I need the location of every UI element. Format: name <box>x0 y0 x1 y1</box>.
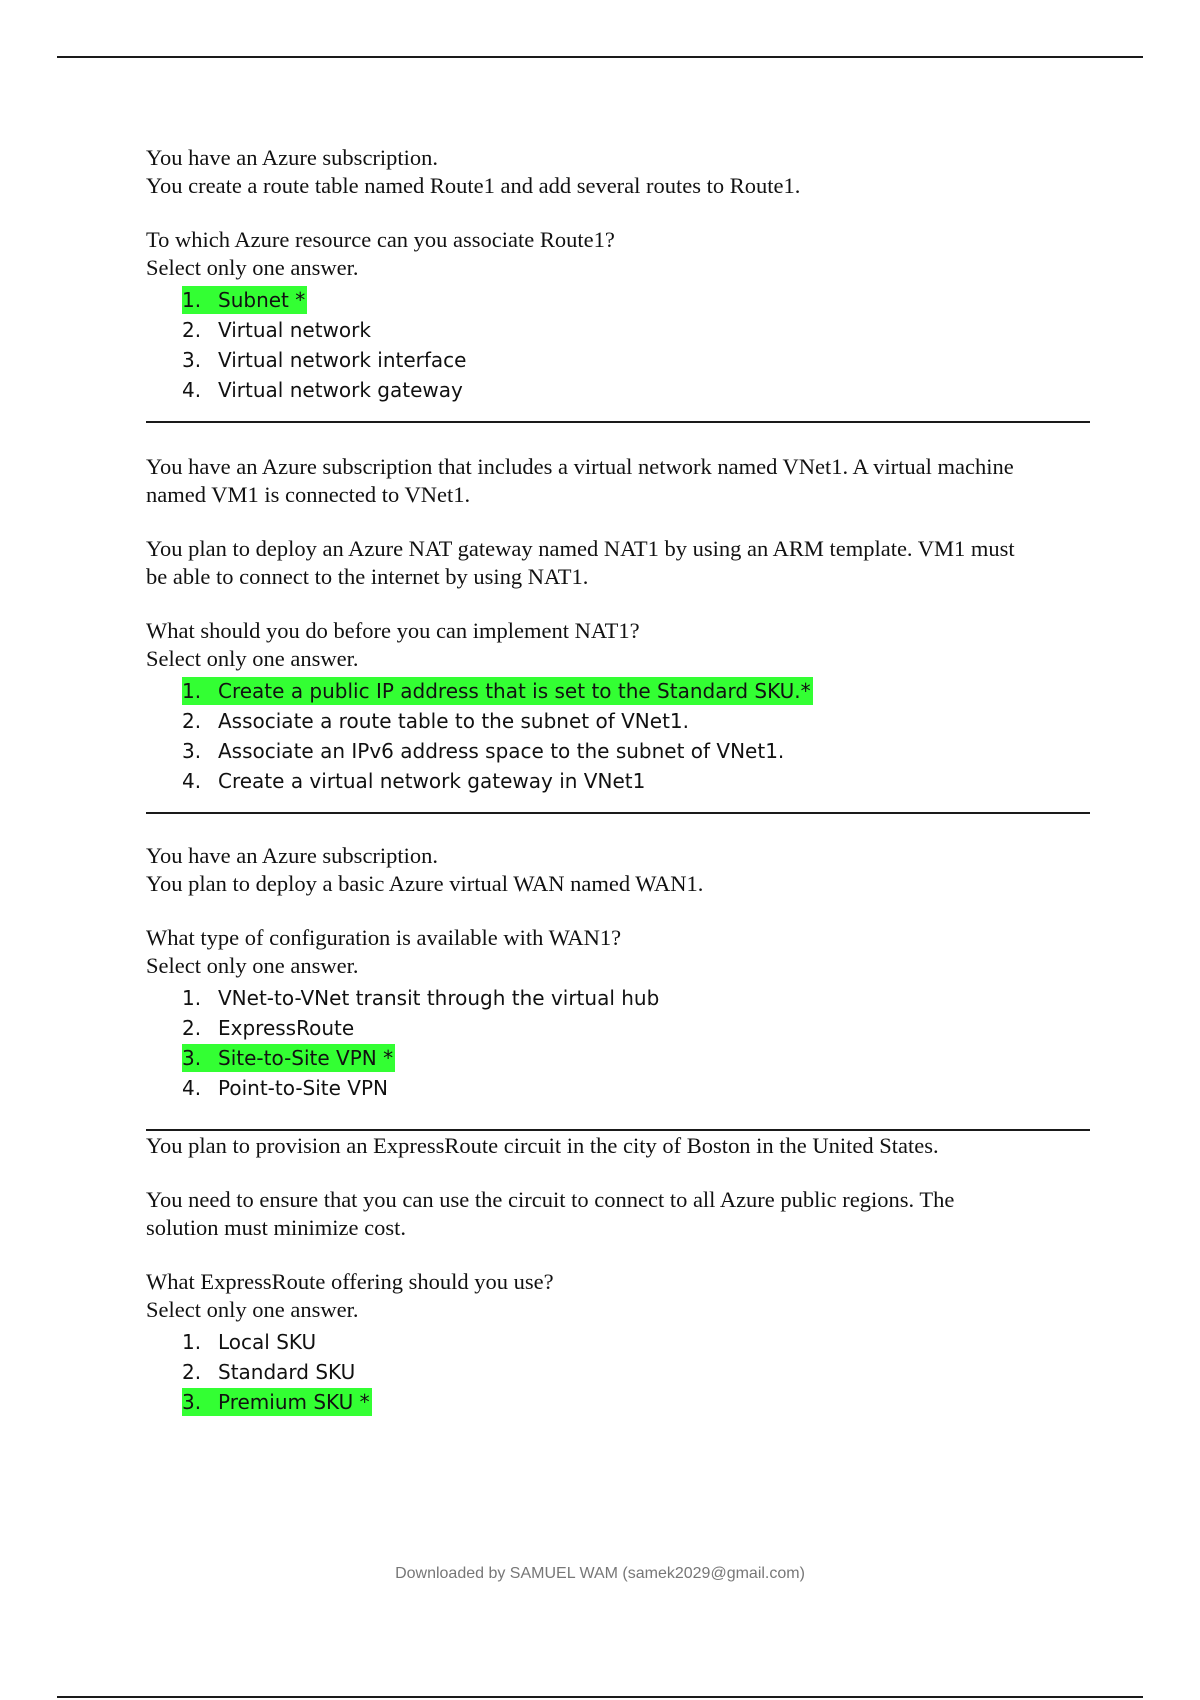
answer-option: 2. Associate a route table to the subnet of VNet1. <box>182 709 689 733</box>
download-footer: Downloaded by SAMUEL WAM (samek2029@gmail.com) <box>395 1565 805 1582</box>
question-2-line-3: You plan to deploy an Azure NAT gateway named NAT1 by using an ARM template. VM1 must <box>146 536 1015 561</box>
question-2-instruction: Select only one answer. <box>146 646 359 671</box>
question-2-line-2: named VM1 is connected to VNet1. <box>146 482 471 507</box>
question-3-prompt: What type of configuration is available with WAN1? <box>146 925 622 950</box>
question-4-line-2: You need to ensure that you can use the circuit to connect to all Azure public regions. The <box>146 1187 955 1212</box>
question-1-line-2: You create a route table named Route1 and add several routes to Route1. <box>146 173 801 198</box>
answer-option: 4. Point-to-Site VPN <box>182 1076 388 1100</box>
question-divider <box>146 421 1090 423</box>
answer-option <box>182 1387 1090 1417</box>
page-bottom-rule <box>57 1696 1143 1698</box>
correct-answer-highlight: 1. Create a public IP address that is set to the Standard SKU.* <box>182 679 811 703</box>
question-3-answers <box>146 983 1090 1103</box>
answer-option <box>182 285 1090 315</box>
answer-option: 1. Local SKU <box>182 1330 317 1354</box>
correct-answer-highlight: 3. Site-to-Site VPN * <box>182 1046 394 1070</box>
question-4-instruction: Select only one answer. <box>146 1297 359 1322</box>
answer-option: 2. Virtual network <box>182 318 371 342</box>
question-1-instruction: Select only one answer. <box>146 255 359 280</box>
answer-option <box>182 676 1090 706</box>
question-divider <box>146 812 1090 814</box>
question-2-line-1: You have an Azure subscription that includes a virtual network named VNet1. A virtual machine <box>146 454 1014 479</box>
question-4-line-3: solution must minimize cost. <box>146 1215 406 1240</box>
question-2-prompt: What should you do before you can implement NAT1? <box>146 618 640 643</box>
question-divider <box>146 1129 1090 1131</box>
document-content <box>146 144 1090 1417</box>
answer-option: 1. VNet-to-VNet transit through the virtual hub <box>182 986 660 1010</box>
correct-answer-highlight: 3. Premium SKU * <box>182 1390 370 1414</box>
answer-option: 4. Create a virtual network gateway in VNet1 <box>182 769 646 793</box>
answer-option: 3. Associate an IPv6 address space to the subnet of VNet1. <box>182 739 785 763</box>
answer-option: 4. Virtual network gateway <box>182 378 463 402</box>
question-1-line-1: You have an Azure subscription. <box>146 145 439 170</box>
answer-option: 2. ExpressRoute <box>182 1016 355 1040</box>
question-2 <box>146 453 1090 796</box>
question-1 <box>146 144 1090 405</box>
question-4-answers <box>146 1327 1090 1417</box>
question-3-line-1: You have an Azure subscription. <box>146 843 439 868</box>
question-1-prompt: To which Azure resource can you associate Route1? <box>146 227 615 252</box>
question-2-answers <box>146 676 1090 796</box>
question-4-line-1: You plan to provision an ExpressRoute circuit in the city of Boston in the United States. <box>146 1133 939 1158</box>
question-3-instruction: Select only one answer. <box>146 953 359 978</box>
correct-answer-highlight: 1. Subnet * <box>182 288 306 312</box>
question-3-line-2: You plan to deploy a basic Azure virtual WAN named WAN1. <box>146 871 704 896</box>
question-3 <box>146 842 1090 1103</box>
answer-option: 2. Standard SKU <box>182 1360 356 1384</box>
question-4 <box>146 1132 1090 1417</box>
question-1-answers <box>146 285 1090 405</box>
answer-option <box>182 1043 1090 1073</box>
question-2-line-4: be able to connect to the internet by using NAT1. <box>146 564 589 589</box>
answer-option: 3. Virtual network interface <box>182 348 467 372</box>
page-top-rule <box>57 56 1143 58</box>
question-4-prompt: What ExpressRoute offering should you use? <box>146 1269 554 1294</box>
